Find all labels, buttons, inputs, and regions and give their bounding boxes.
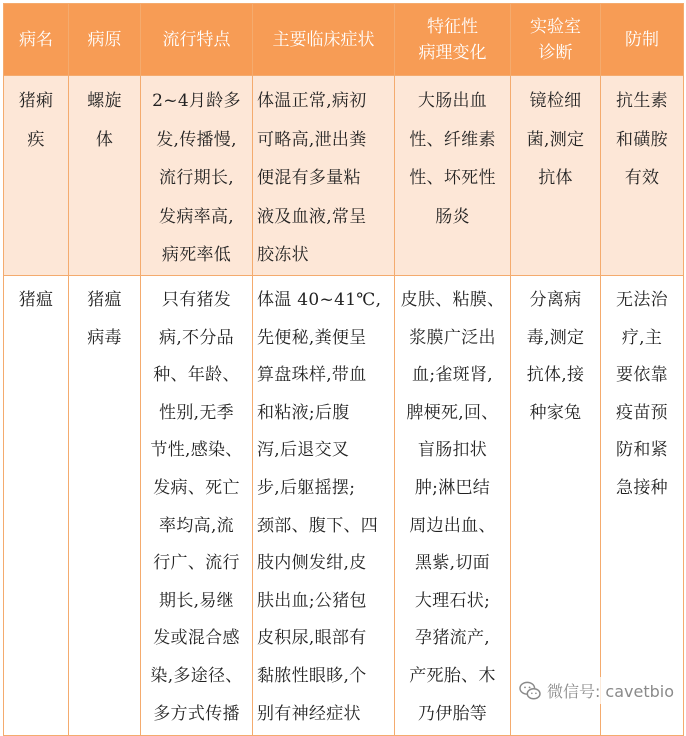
cell-pathogen: 猪瘟 病毒 <box>69 275 141 735</box>
cell-pathological-changes: 皮肤、粘膜、 浆膜广泛出 血;雀斑肾, 脾梗死,回、 盲肠扣状 肿;淋巴结 周边出血、 黑紫,切面 大理石状; 孕猪流产, 产死胎、木 乃伊胎等 <box>395 275 511 735</box>
header-clinical-symptoms: 主要临床症状 <box>253 4 395 76</box>
watermark-text: 微信号: cavetbio <box>546 682 674 701</box>
cell-pathological-changes: 大肠出血 性、纤维素 性、坏死性 肠炎 <box>395 76 511 276</box>
cell-prevention: 无法治 疗,主 要依靠 疫苗预 防和紧 急接种 <box>601 275 684 735</box>
cell-clinical-symptoms: 体温 40~41℃, 先便秘,粪便呈 算盘珠样,带血 和粘液;后腹 泻,后退交叉 步,后躯摇摆; 颈部、腹下、四 肢内侧发绀,皮 肤出血;公猪包 皮积尿,眼部有 黏脓性眼眵,个 别有神经症状 <box>253 275 395 735</box>
cell-epidemic-features: 2~4月龄多 发,传播慢, 流行期长, 发病率高, 病死率低 <box>141 76 253 276</box>
cell-pathogen: 螺旋 体 <box>69 76 141 276</box>
disease-table <box>3 3 684 736</box>
header-pathological-changes: 特征性 病理变化 <box>395 4 511 76</box>
cell-disease-name: 猪瘟 <box>4 275 69 735</box>
header-prevention: 防制 <box>601 4 684 76</box>
cell-disease-name: 猪痢 疾 <box>4 76 69 276</box>
header-pathogen: 病原 <box>69 4 141 76</box>
header-lab-diagnosis: 实验室 诊断 <box>511 4 601 76</box>
wechat-icon <box>519 681 541 701</box>
header-epidemic-features: 流行特点 <box>141 4 253 76</box>
table-row <box>4 275 684 735</box>
cell-prevention: 抗生素 和磺胺 有效 <box>601 76 684 276</box>
cell-epidemic-features: 只有猪发 病,不分品 种、年龄、 性别,无季 节性,感染、 发病、死亡 率均高,流 行广、流行 期长,易继 发或混合感 染,多途径、 多方式传播 <box>141 275 253 735</box>
cell-lab-diagnosis: 镜检细 菌,测定 抗体 <box>511 76 601 276</box>
cell-lab-diagnosis: 分离病 毒,测定 抗体,接 种家兔 <box>511 275 601 735</box>
header-disease-name: 病名 <box>4 4 69 76</box>
wechat-watermark <box>515 677 678 704</box>
header-row <box>4 4 684 76</box>
cell-clinical-symptoms: 体温正常,病初 可略高,泄出粪 便混有多量粘 液及血液,常呈 胶冻状 <box>253 76 395 276</box>
table-row <box>4 76 684 276</box>
